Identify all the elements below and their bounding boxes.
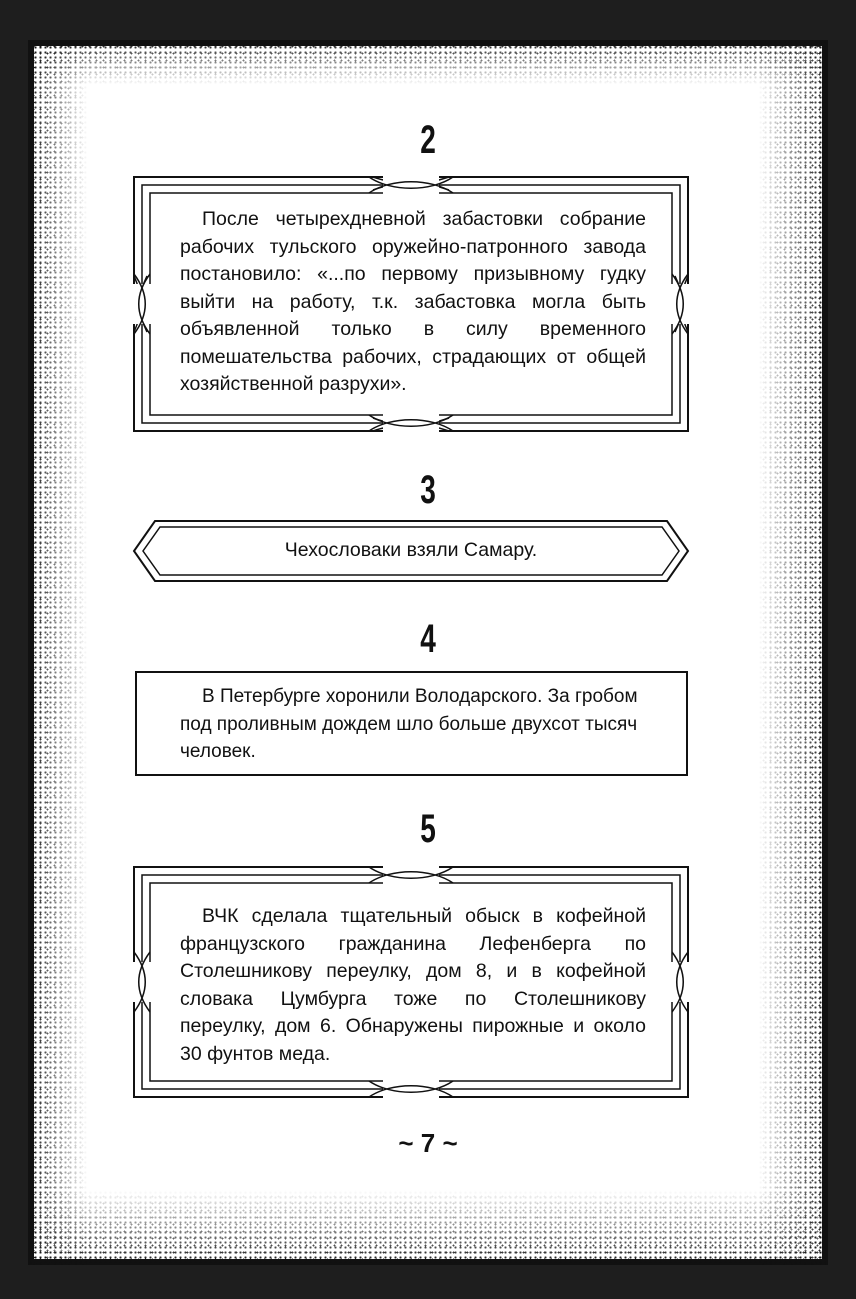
- section-text-5-paragraph: ВЧК сделала тщательный обыск в кофейной французского гражданина Лефенберга по Столешникову переулку, дом 8, и в кофейной словака Цумбурга тоже по Столешникову переулку, дом 6. Обнаружены пирожные и около 30 фунтов меда.: [180, 905, 646, 1065]
- section-text-4-paragraph: В Петербурге хоронили Володарского. За гробом под проливным дождем шло больше двухсот тысяч человек.: [180, 686, 638, 762]
- section-text-3: Чехословаки взяли Самару.: [284, 539, 538, 561]
- section-number-2: 2: [420, 118, 436, 162]
- section-text-5: [180, 903, 646, 1068]
- section-number-5: 5: [420, 807, 436, 851]
- page-number: ~ 7 ~: [398, 1128, 458, 1158]
- section-text-2: [180, 206, 646, 399]
- section-text-2-paragraph: После четырехдневной забастовки собрание рабочих тульского оружейно-патронного завода постановило: «...по первому призывному гудку выйти на работу, т.к. забастовка могла быть объявленной только в силу временного помешательства рабочих, страдающих от общей хозяйственной разрухи».: [180, 208, 646, 395]
- section-text-4: [180, 683, 646, 766]
- section-number-3: 3: [420, 468, 436, 512]
- section-number-4: 4: [420, 617, 436, 661]
